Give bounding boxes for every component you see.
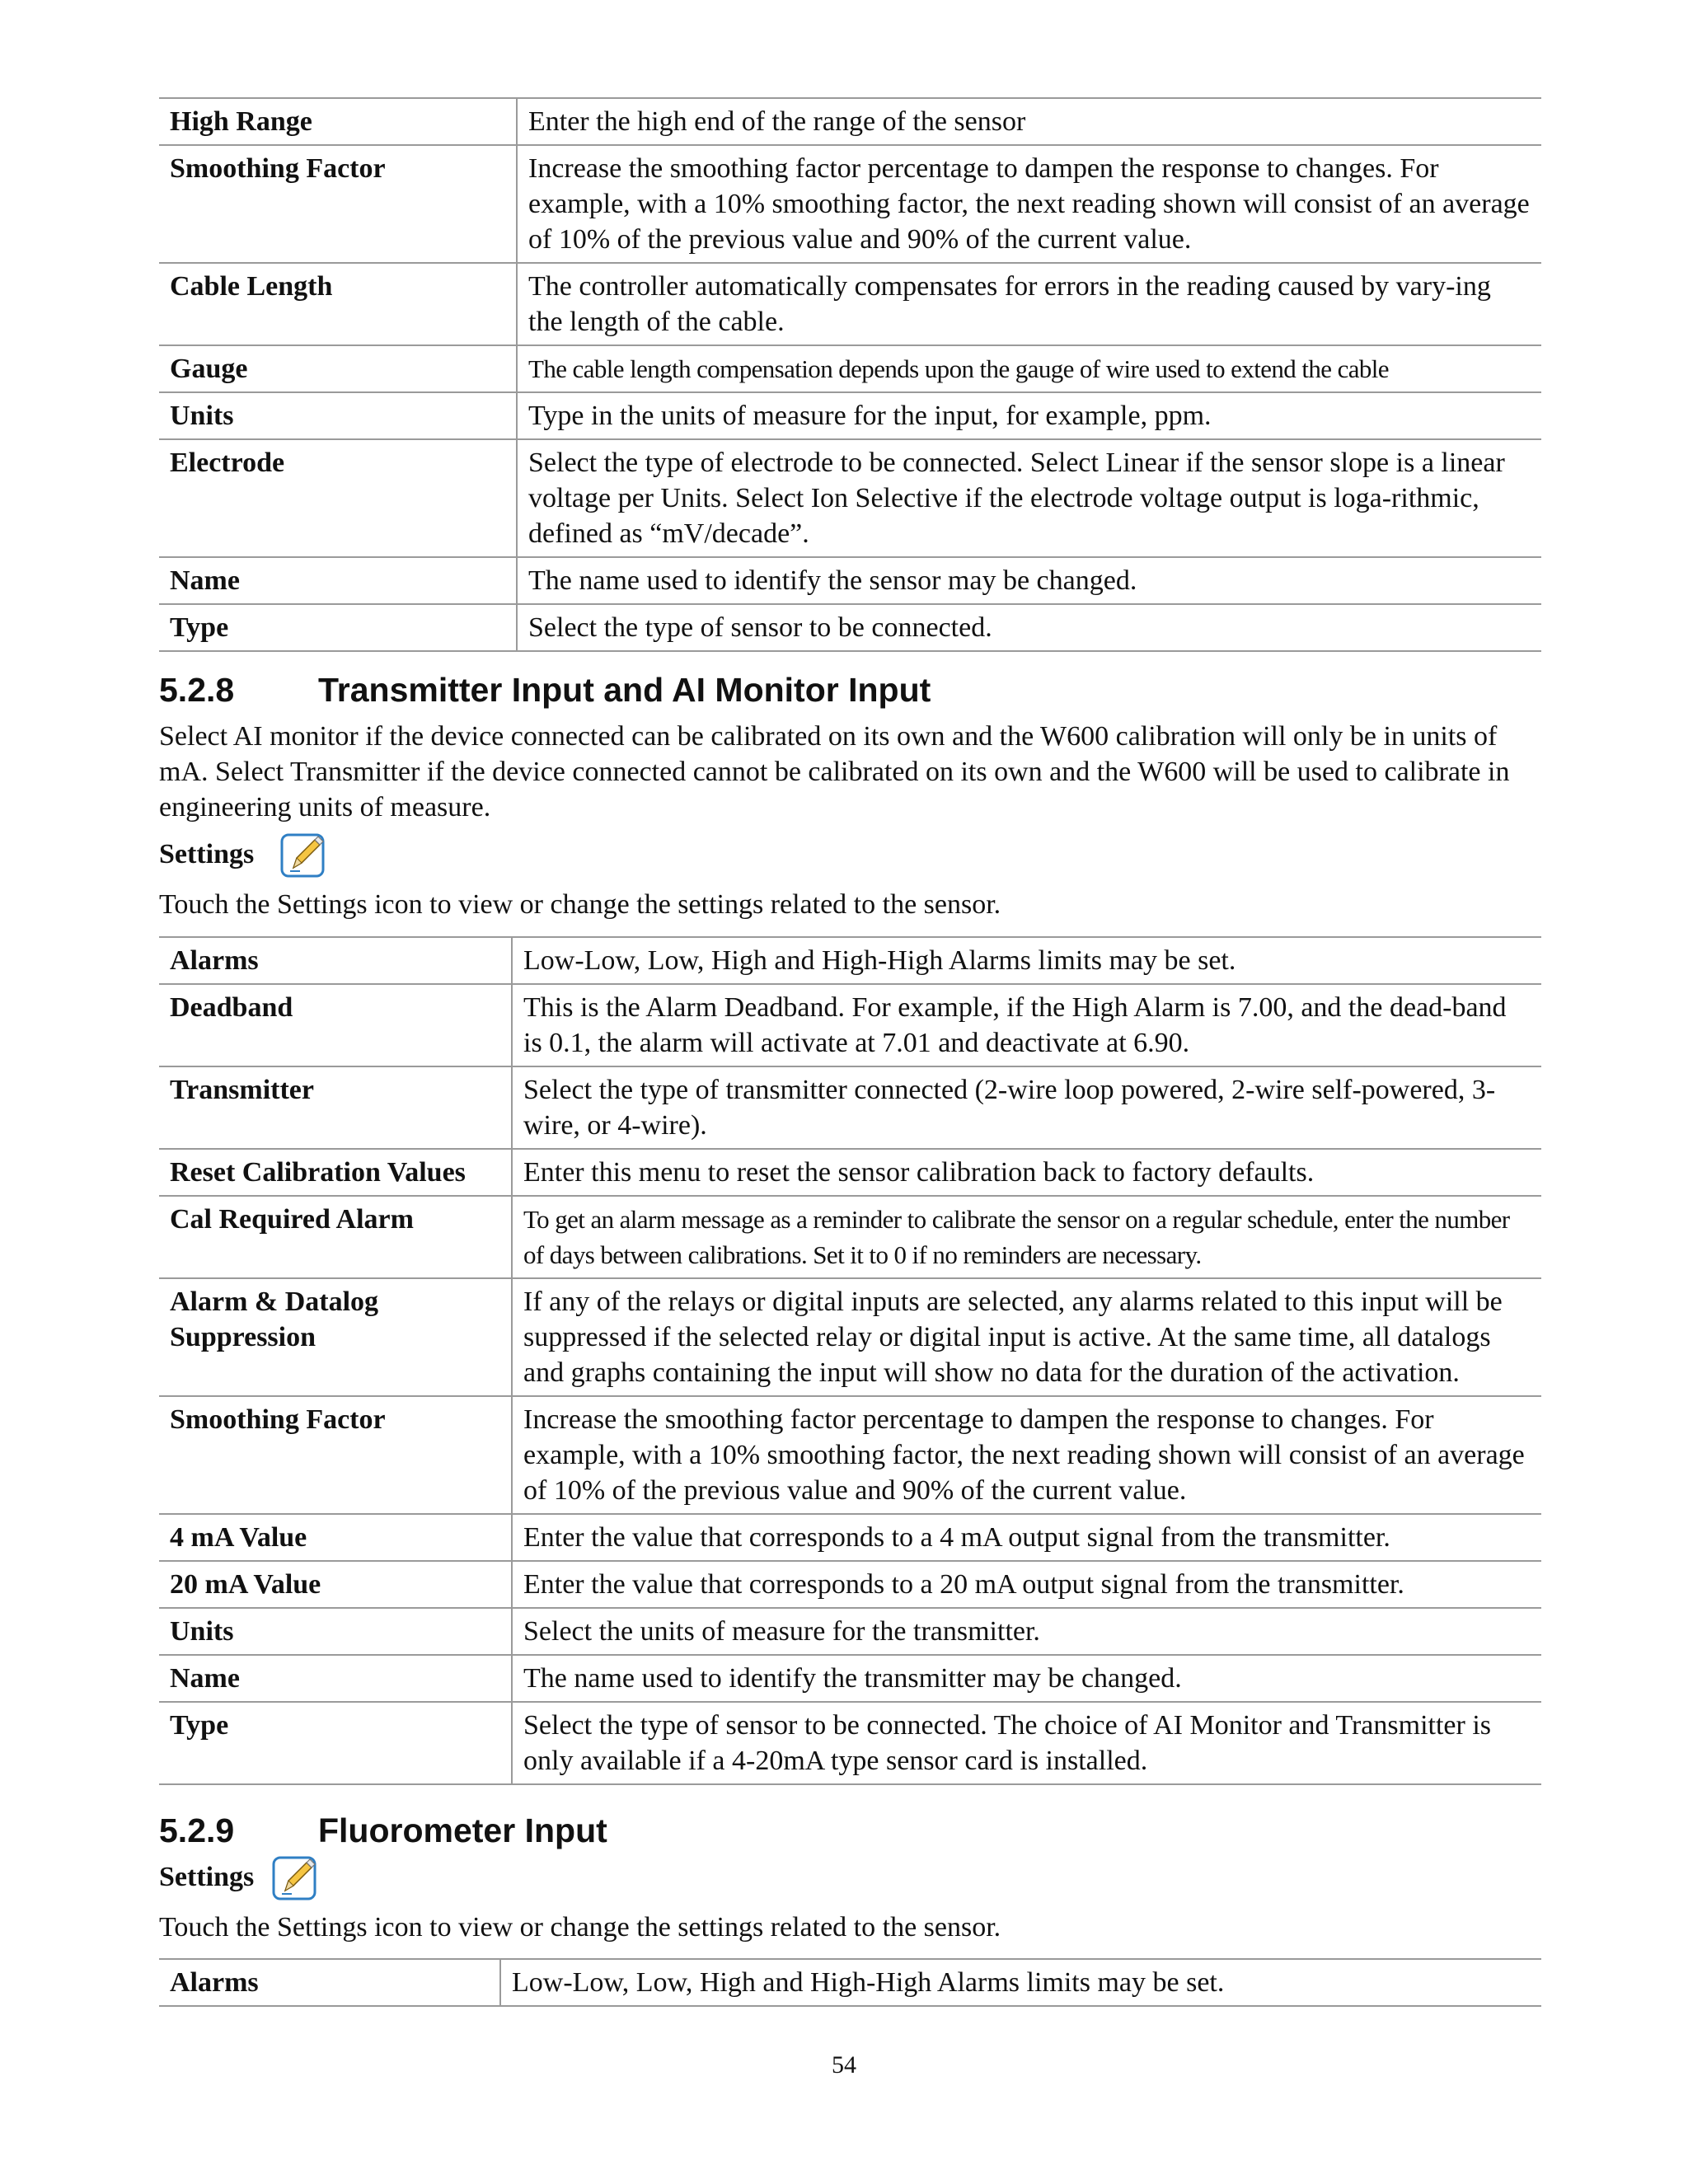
settings-label-row (159, 1851, 320, 1904)
table-row (159, 1608, 1541, 1655)
section-heading-5-2-9 (159, 1810, 607, 1851)
settings-note: Touch the Settings icon to view or change the settings related to the sensor. (159, 1912, 1001, 1943)
table-row (159, 1066, 1541, 1149)
setting-term: High Range (159, 98, 517, 145)
setting-term: Name (159, 557, 517, 604)
table-row (159, 1702, 1541, 1784)
setting-term: Electrode (159, 439, 517, 557)
setting-description: Increase the smoothing factor percentage to dampen the response to changes. For example, with a 10% smoothing factor, the next reading shown will consist of an average of 10% of the previous value and 90% of the current value. (512, 1396, 1541, 1514)
setting-description: Enter the value that corresponds to a 4 mA output signal from the transmitter. (512, 1514, 1541, 1561)
setting-term: Type (159, 1702, 512, 1784)
table-row (159, 1655, 1541, 1702)
table-row (159, 392, 1541, 439)
setting-term: Smoothing Factor (159, 1396, 512, 1514)
setting-term: Deadband (159, 984, 512, 1066)
table-row (159, 1959, 1541, 2006)
setting-description: Enter this menu to reset the sensor calibration back to factory defaults. (512, 1149, 1541, 1196)
table-row (159, 263, 1541, 345)
settings-label: Settings (159, 1862, 255, 1892)
setting-description: The cable length compensation depends upon the gauge of wire used to extend the cable (517, 345, 1541, 392)
table-row (159, 557, 1541, 604)
fluorometer-settings-table (159, 1958, 1541, 2007)
setting-description: The name used to identify the transmitter may be changed. (512, 1655, 1541, 1702)
section-title: Fluorometer Input (318, 1811, 607, 1849)
setting-description: Select the type of sensor to be connected. (517, 604, 1541, 651)
table-row (159, 439, 1541, 557)
setting-description: Select the type of electrode to be connected. Select Linear if the sensor slope is a linear voltage per Units. Select Ion Selective if the electrode voltage output is loga-rithmic, defined as “mV/decade”. (517, 439, 1541, 557)
setting-description: To get an alarm message as a reminder to calibrate the sensor on a regular schedule, enter the number of days between calibrations. Set it to 0 if no reminders are necessary. (512, 1196, 1541, 1278)
setting-description: Select the type of transmitter connected (2-wire loop powered, 2-wire self-powered, 3-wire, or 4-wire). (512, 1066, 1541, 1149)
table-row (159, 937, 1541, 984)
table-row (159, 1561, 1541, 1608)
setting-description: Enter the high end of the range of the sensor (517, 98, 1541, 145)
transmitter-settings-table (159, 936, 1541, 1785)
setting-term: Type (159, 604, 517, 651)
setting-term: Reset Calibration Values (159, 1149, 512, 1196)
section-number: 5.2.8 (159, 671, 235, 709)
setting-term: Alarms (159, 937, 512, 984)
table-row (159, 1149, 1541, 1196)
table-row (159, 984, 1541, 1066)
setting-description: Low-Low, Low, High and High-High Alarms limits may be set. (512, 937, 1541, 984)
table-row (159, 1196, 1541, 1278)
setting-term: Cable Length (159, 263, 517, 345)
section-intro: Select AI monitor if the device connected can be calibrated on its own and the W600 calibration will only be in units of mA. Select Transmitter if the device connected cannot be calibrated on its own and the W600 will be used to calibrate in engineering units of measure. (159, 721, 1510, 823)
sensor-settings-table (159, 97, 1541, 652)
setting-term: Alarm & Datalog Suppression (159, 1278, 512, 1396)
table-row (159, 145, 1541, 263)
setting-term: Smoothing Factor (159, 145, 517, 263)
table-row (159, 1278, 1541, 1396)
settings-label: Settings (159, 839, 255, 869)
setting-description: Type in the units of measure for the input, for example, ppm. (517, 392, 1541, 439)
setting-term: Name (159, 1655, 512, 1702)
section-number: 5.2.9 (159, 1811, 235, 1849)
setting-term: 4 mA Value (159, 1514, 512, 1561)
setting-term: Cal Required Alarm (159, 1196, 512, 1278)
table-row (159, 1514, 1541, 1561)
setting-term: 20 mA Value (159, 1561, 512, 1608)
table-row (159, 604, 1541, 651)
settings-label-row (159, 828, 328, 881)
setting-term: Units (159, 1608, 512, 1655)
setting-term: Units (159, 392, 517, 439)
setting-description: The controller automatically compensates for errors in the reading caused by vary-ing the length of the cable. (517, 263, 1541, 345)
setting-description: Select the type of sensor to be connected. The choice of AI Monitor and Transmitter is only available if a 4-20mA type sensor card is installed. (512, 1702, 1541, 1784)
page-number: 54 (832, 2051, 856, 2079)
settings-pencil-icon[interactable] (270, 1853, 320, 1902)
settings-note: Touch the Settings icon to view or change the settings related to the sensor. (159, 889, 1001, 920)
section-title: Transmitter Input and AI Monitor Input (318, 671, 931, 709)
setting-term: Gauge (159, 345, 517, 392)
table-row (159, 98, 1541, 145)
setting-description: If any of the relays or digital inputs are selected, any alarms related to this input will be suppressed if the selected relay or digital input is active. At the same time, all datalogs and graphs containing the input will show no data for the duration of the activation. (512, 1278, 1541, 1396)
setting-description: The name used to identify the sensor may be changed. (517, 557, 1541, 604)
setting-term: Alarms (159, 1959, 500, 2006)
setting-description: Increase the smoothing factor percentage to dampen the response to changes. For example, with a 10% smoothing factor, the next reading shown will consist of an average of 10% of the previous value and 90% of the current value. (517, 145, 1541, 263)
setting-term: Transmitter (159, 1066, 512, 1149)
setting-description: Low-Low, Low, High and High-High Alarms limits may be set. (500, 1959, 1541, 2006)
setting-description: Enter the value that corresponds to a 20 mA output signal from the transmitter. (512, 1561, 1541, 1608)
setting-description: This is the Alarm Deadband. For example, if the High Alarm is 7.00, and the dead-band is 0.1, the alarm will activate at 7.01 and deactivate at 6.90. (512, 984, 1541, 1066)
setting-description: Select the units of measure for the transmitter. (512, 1608, 1541, 1655)
table-row (159, 345, 1541, 392)
table-row (159, 1396, 1541, 1514)
settings-pencil-icon[interactable] (279, 830, 328, 879)
section-heading-5-2-8 (159, 669, 931, 710)
